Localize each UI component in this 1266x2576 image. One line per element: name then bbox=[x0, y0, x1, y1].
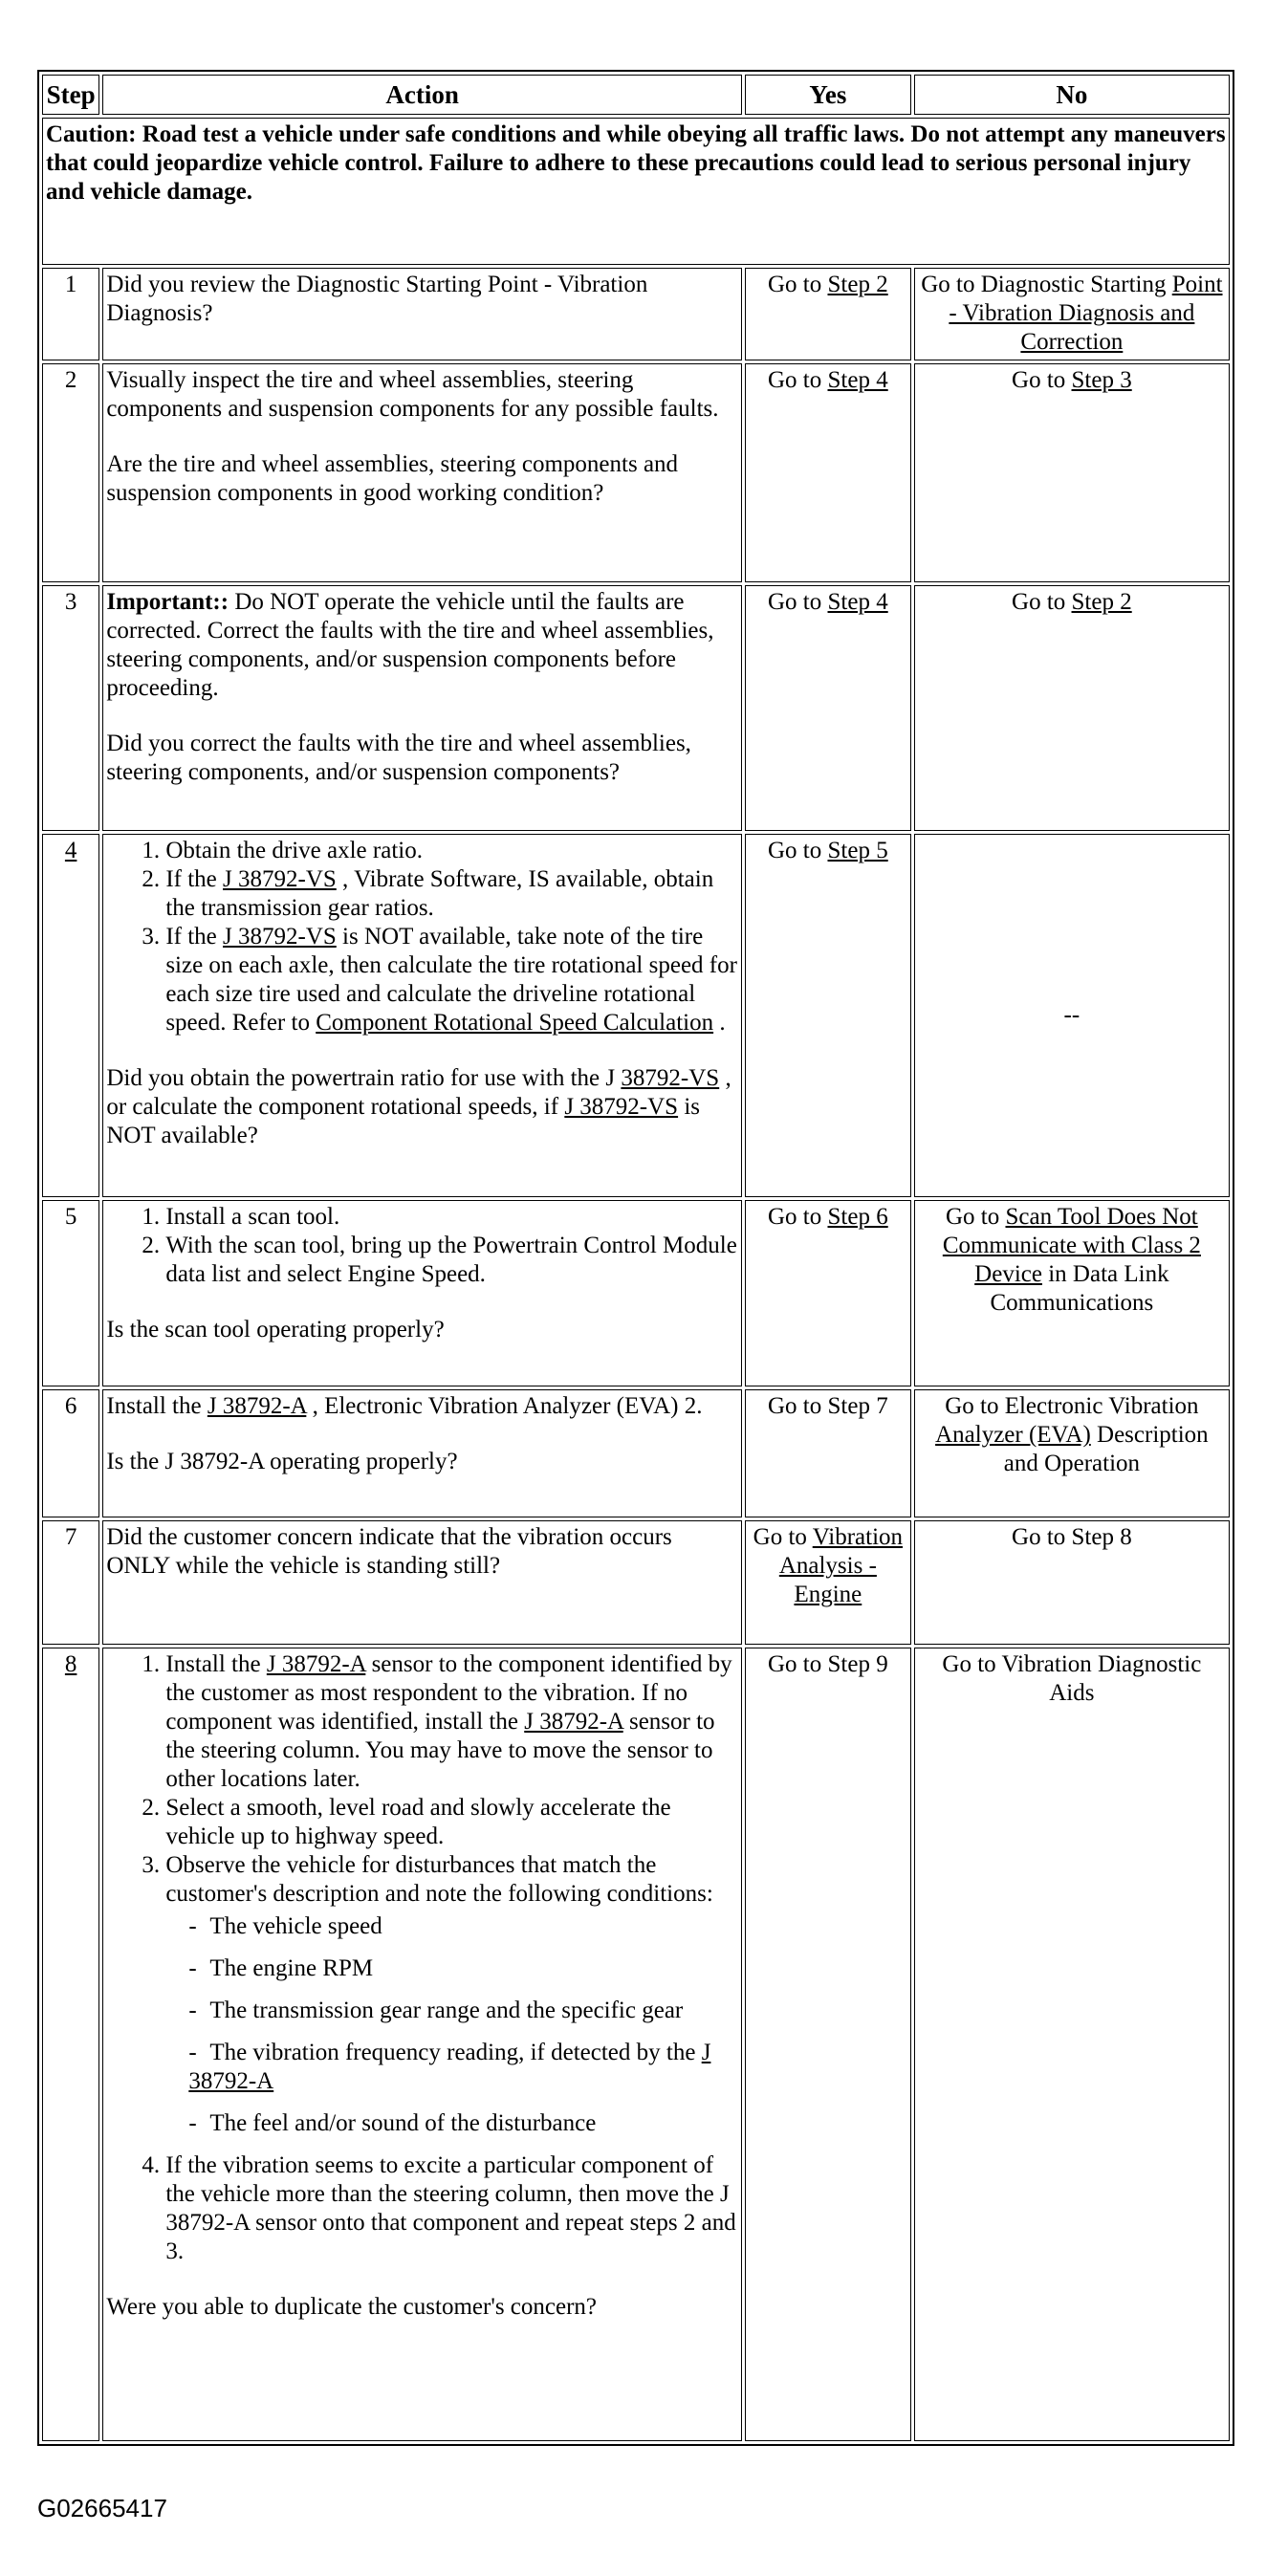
table-row bbox=[42, 1389, 1230, 1517]
step-number: 5 bbox=[42, 1200, 99, 1386]
yes-cell bbox=[745, 363, 911, 582]
no-cell bbox=[914, 1200, 1230, 1386]
action-cell bbox=[102, 363, 742, 582]
no-suffix: in Data Link Communications bbox=[990, 1261, 1169, 1317]
step-number: 7 bbox=[42, 1520, 99, 1645]
condition-item: - The vibration frequency reading, if detected by the J 38792-A bbox=[188, 2040, 711, 2095]
link-vibration-analysis-engine[interactable]: Vibration Analysis - Engine bbox=[778, 1524, 904, 1608]
important-note bbox=[106, 588, 738, 703]
table-row bbox=[42, 363, 1230, 582]
diagnostic-table bbox=[37, 70, 1234, 2446]
text: Did you obtain the powertrain ratio for use with the J bbox=[106, 1065, 622, 1092]
yes-prefix: Go to bbox=[768, 367, 828, 394]
action-question bbox=[106, 1064, 738, 1150]
text: is NOT available, take note of the tire size on each axle, then calculate the tire rotational speed for each size tire used and calculate the driveline rotational speed. Refer to bbox=[165, 924, 737, 1037]
table-row bbox=[42, 268, 1230, 360]
action-instruction bbox=[106, 1392, 738, 1421]
action-question: Is the J 38792-A operating properly? bbox=[106, 1449, 458, 1475]
text: sensor to the steering column. You may have to move the sensor to other locations later. bbox=[165, 1709, 715, 1793]
link-step-5[interactable]: Step 5 bbox=[827, 838, 888, 864]
link-step-3[interactable]: Step 3 bbox=[1071, 367, 1132, 394]
no-cell: Go to Vibration Diagnostic Aids bbox=[914, 1648, 1230, 2441]
link-diagnostic-starting-point[interactable]: Point - Vibration Diagnosis and Correction bbox=[949, 272, 1223, 356]
link-step-6[interactable]: Step 6 bbox=[827, 1204, 888, 1231]
figure-id: G02665417 bbox=[37, 2494, 167, 2522]
list-item bbox=[165, 865, 738, 923]
link-j38792-vs[interactable]: J 38792-VS bbox=[223, 866, 337, 893]
text: , Vibrate Software, IS available, obtain the transmission gear ratios. bbox=[165, 866, 714, 922]
text: If the bbox=[165, 866, 224, 893]
link-j38792-a[interactable]: J 38792-A bbox=[524, 1709, 623, 1736]
step-list bbox=[112, 837, 738, 1037]
list-item: 1. Install a scan tool. bbox=[165, 1203, 738, 1232]
action-question: Were you able to duplicate the customer's concern? bbox=[106, 2294, 598, 2321]
no-prefix: Go to bbox=[946, 1204, 1006, 1231]
link-scan-tool-does-not-communicate[interactable]: Scan Tool Does Not Communicate with Class 2 Device bbox=[942, 1204, 1201, 1288]
action-cell: Did the customer concern indicate that the vibration occurs ONLY while the vehicle is standing still? bbox=[102, 1520, 742, 1645]
condition-item: - The feel and/or sound of the disturbance bbox=[188, 2110, 597, 2137]
yes-cell bbox=[745, 268, 911, 360]
header-step: Step bbox=[42, 75, 99, 115]
action-question: Is the scan tool operating properly? bbox=[106, 1317, 445, 1343]
yes-cell bbox=[745, 585, 911, 831]
yes-prefix: Go to bbox=[768, 838, 828, 864]
link-j38792-a[interactable]: J 38792-A bbox=[207, 1393, 307, 1420]
yes-cell bbox=[745, 834, 911, 1197]
step-number: 2 bbox=[42, 363, 99, 582]
text: , or calculate the component rotational speeds, if bbox=[106, 1065, 731, 1121]
list-item bbox=[165, 1650, 738, 1794]
link-step-2[interactable]: Step 2 bbox=[1071, 589, 1132, 616]
important-text: Do NOT operate the vehicle until the faults are corrected. Correct the faults with the tire and wheel assemblies, steering components, and/or suspension components before proceeding. bbox=[106, 589, 714, 702]
link-j38792-vs[interactable]: J 38792-VS bbox=[564, 1094, 679, 1121]
condition-item: - The transmission gear range and the specific gear bbox=[188, 1997, 684, 2024]
link-38792-vs[interactable]: 38792-VS bbox=[621, 1065, 720, 1092]
list-item: 2. With the scan tool, bring up the Powertrain Control Module data list and select Engine Speed. bbox=[165, 1232, 738, 1289]
condition-item: - The engine RPM bbox=[188, 1955, 374, 1982]
action-cell bbox=[102, 1648, 742, 2441]
text: The vehicle speed bbox=[209, 1913, 382, 1940]
link-j38792-a[interactable]: J 38792-A bbox=[266, 1651, 366, 1678]
text: Install the bbox=[165, 1651, 267, 1678]
diagnostic-document bbox=[37, 70, 1234, 2446]
caution-row bbox=[42, 118, 1230, 265]
text: The feel and/or sound of the disturbance bbox=[209, 2110, 597, 2137]
no-cell: Go to Step 8 bbox=[914, 1520, 1230, 1645]
table-row bbox=[42, 834, 1230, 1197]
step-list bbox=[112, 1203, 738, 1289]
table-row bbox=[42, 1200, 1230, 1386]
action-cell bbox=[102, 585, 742, 831]
yes-prefix: Go to bbox=[768, 272, 828, 298]
link-step-2[interactable]: Step 2 bbox=[827, 272, 888, 298]
text: The engine RPM bbox=[209, 1955, 374, 1982]
text: sensor to the component identified by the customer as most respondent to the vibration. If no component was identified, install the bbox=[165, 1651, 732, 1736]
action-instruction: Visually inspect the tire and wheel assemblies, steering components and suspension components for any possible faults. bbox=[106, 367, 719, 423]
action-cell bbox=[102, 1200, 742, 1386]
no-suffix: Description and Operation bbox=[1003, 1422, 1209, 1477]
condition-item: - The vehicle speed bbox=[188, 1913, 382, 1940]
text: Observe the vehicle for disturbances that match the customer's description and note the following conditions: bbox=[165, 1852, 713, 1908]
action-question: Are the tire and wheel assemblies, steering components and suspension components in good working condition? bbox=[106, 451, 679, 507]
text: The transmission gear range and the specific gear bbox=[209, 1997, 684, 2024]
list-item bbox=[165, 923, 738, 1037]
yes-cell bbox=[745, 1200, 911, 1386]
header-no: No bbox=[914, 75, 1230, 115]
list-item: 4. If the vibration seems to excite a particular component of the vehicle more than the steering column, then move the J 38792-A sensor onto that component and repeat steps 2 and 3. bbox=[165, 2151, 738, 2266]
no-cell bbox=[914, 585, 1230, 831]
table-row bbox=[42, 585, 1230, 831]
step-number: 6 bbox=[42, 1389, 99, 1517]
no-prefix: Go to bbox=[1012, 589, 1072, 616]
step-list bbox=[112, 1650, 738, 2266]
yes-prefix: Go to bbox=[753, 1524, 813, 1551]
no-cell bbox=[914, 1389, 1230, 1517]
header-row bbox=[42, 75, 1230, 115]
text: The vibration frequency reading, if detected by the bbox=[209, 2040, 702, 2066]
no-cell bbox=[914, 363, 1230, 582]
header-action: Action bbox=[102, 75, 742, 115]
action-cell: Did you review the Diagnostic Starting Point - Vibration Diagnosis? bbox=[102, 268, 742, 360]
no-prefix: Go to Diagnostic Starting bbox=[921, 272, 1172, 298]
link-component-rotational-speed[interactable]: Component Rotational Speed Calculation bbox=[316, 1010, 714, 1037]
text: . bbox=[713, 1010, 726, 1037]
text: If the bbox=[165, 924, 224, 950]
link-electronic-vibration-analyzer[interactable]: Analyzer (EVA) bbox=[935, 1422, 1091, 1449]
step-number: 3 bbox=[42, 585, 99, 831]
list-item: 1. Obtain the drive axle ratio. bbox=[165, 837, 738, 865]
text: , Electronic Vibration Analyzer (EVA) 2. bbox=[306, 1393, 703, 1420]
yes-cell: Go to Step 9 bbox=[745, 1648, 911, 2441]
table-row bbox=[42, 1648, 1230, 2441]
action-cell bbox=[102, 1389, 742, 1517]
important-label: Important:: bbox=[106, 589, 229, 616]
list-item: 2. Select a smooth, level road and slowly accelerate the vehicle up to highway speed. bbox=[165, 1794, 738, 1851]
text: Install the bbox=[106, 1393, 207, 1420]
action-question: Did you correct the faults with the tire and wheel assemblies, steering components, and/or suspension components? bbox=[106, 731, 691, 786]
table-row bbox=[42, 1520, 1230, 1645]
yes-prefix: Go to bbox=[768, 1204, 828, 1231]
action-cell bbox=[102, 834, 742, 1197]
yes-cell bbox=[745, 1520, 911, 1645]
no-prefix: Go to Electronic Vibration bbox=[945, 1393, 1199, 1420]
link-step-4[interactable]: Step 4 bbox=[827, 367, 888, 394]
no-prefix: Go to bbox=[1012, 367, 1072, 394]
yes-cell: Go to Step 7 bbox=[745, 1389, 911, 1517]
link-j38792-a[interactable]: J 38792-A bbox=[188, 2040, 711, 2095]
link-j38792-vs[interactable]: J 38792-VS bbox=[223, 924, 337, 950]
link-step-4[interactable]: Step 4 bbox=[827, 589, 888, 616]
no-cell bbox=[914, 268, 1230, 360]
step-number: 8 bbox=[42, 1648, 99, 2441]
yes-prefix: Go to bbox=[768, 589, 828, 616]
step-number: 4 bbox=[42, 834, 99, 1197]
list-item bbox=[165, 1851, 738, 2138]
no-cell: -- bbox=[914, 834, 1230, 1197]
text: is NOT available? bbox=[106, 1094, 701, 1149]
step-number: 1 bbox=[42, 268, 99, 360]
header-yes: Yes bbox=[745, 75, 911, 115]
caution-text: Caution: Road test a vehicle under safe conditions and while obeying all traffic laws. Do not attempt any maneuvers that could jeopardize vehicle control. Failure to adhere to these precautions could lead to serious personal injury and vehicle damage. bbox=[42, 118, 1230, 265]
condition-list bbox=[165, 1912, 738, 2138]
